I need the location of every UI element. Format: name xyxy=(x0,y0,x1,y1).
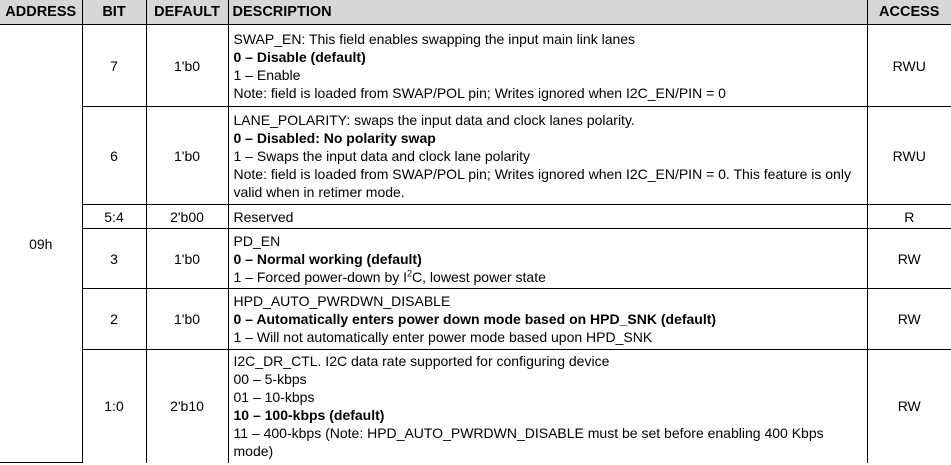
bit-cell: 5:4 xyxy=(82,205,146,229)
bit-cell: 1:0 xyxy=(82,350,146,463)
default-cell: 1'b0 xyxy=(146,289,228,350)
description-cell xyxy=(228,350,867,463)
field-name-line: LANE_POLARITY: swaps the input data and clock lanes polarity. xyxy=(233,111,635,128)
default-cell: 1'b0 xyxy=(146,107,228,205)
bit-cell: 3 xyxy=(82,229,146,289)
access-cell: RW xyxy=(867,350,951,463)
description-cell xyxy=(228,229,867,289)
option-superscript: 2 xyxy=(407,267,413,278)
field-name-line: PD_EN xyxy=(233,232,281,249)
option-line: 01 – 10-kbps xyxy=(233,389,315,406)
table-row xyxy=(0,229,951,289)
table-row xyxy=(0,107,951,205)
default-cell: 2'b00 xyxy=(146,205,228,229)
default-option-line: 0 – Normal working (default) xyxy=(233,250,422,267)
description-cell xyxy=(228,107,867,205)
bit-cell: 2 xyxy=(82,289,146,350)
table-row xyxy=(0,205,951,229)
description-cell xyxy=(228,25,867,107)
note-line: Note: field is loaded from SWAP/POL pin; Writes ignored when I2C_EN/PIN = 0. This feature is only valid when in retimer mode. xyxy=(233,165,851,200)
default-option-line: 0 – Disabled: No polarity swap xyxy=(233,129,436,146)
bit-header: BIT xyxy=(82,0,146,25)
default-cell: 2'b10 xyxy=(146,350,228,463)
description-cell xyxy=(228,205,867,229)
option-line: 00 – 5-kbps xyxy=(233,371,307,388)
option-line: 1 – Will not automatically enter power mode based upon HPD_SNK xyxy=(233,329,653,345)
access-header: ACCESS xyxy=(867,0,951,25)
option-line xyxy=(234,268,862,286)
note-line: Note: field is loaded from SWAP/POL pin; Writes ignored when I2C_EN/PIN = 0 xyxy=(233,84,726,101)
field-name-line: I2C_DR_CTL. I2C data rate supported for configuring device xyxy=(233,353,610,370)
default-option-line: 0 – Disable (default) xyxy=(233,48,366,65)
default-cell: 1'b0 xyxy=(146,25,228,107)
access-cell: RW xyxy=(867,289,951,350)
default-option-line: 0 – Automatically enters power down mode based on HPD_SNK (default) xyxy=(233,311,717,327)
header-row xyxy=(0,0,951,25)
field-name-line: SWAP_EN: This field enables swapping the input main link lanes xyxy=(233,30,636,47)
access-cell: RW xyxy=(867,229,951,289)
access-cell: RWU xyxy=(867,25,951,107)
description-header: DESCRIPTION xyxy=(228,0,867,25)
table-row xyxy=(0,350,951,463)
option-line: 1 – Enable xyxy=(233,66,301,83)
option-text-before: 1 – Forced power-down by I xyxy=(233,268,408,285)
default-header: DEFAULT xyxy=(146,0,228,25)
reserved-line: Reserved xyxy=(233,208,294,225)
option-line: 11 – 400-kbps (Note: HPD_AUTO_PWRDWN_DISABLE must be set before enabling 400 Kbps mode) xyxy=(233,425,824,460)
description-cell xyxy=(228,289,867,350)
table-row xyxy=(0,25,951,107)
bit-cell: 6 xyxy=(82,107,146,205)
field-name-line: HPD_AUTO_PWRDWN_DISABLE xyxy=(233,293,451,309)
bit-cell: 7 xyxy=(82,25,146,107)
option-text-after: C, lowest power state xyxy=(412,268,546,285)
access-cell: R xyxy=(867,205,951,229)
option-line: 1 – Swaps the input data and clock lane polarity xyxy=(233,147,531,164)
access-cell: RWU xyxy=(867,107,951,205)
default-option-line: 10 – 100-kbps (default) xyxy=(233,407,385,424)
default-cell: 1'b0 xyxy=(146,229,228,289)
address-header: ADDRESS xyxy=(0,0,82,25)
table-row xyxy=(0,289,951,350)
address-cell: 09h xyxy=(0,25,82,463)
